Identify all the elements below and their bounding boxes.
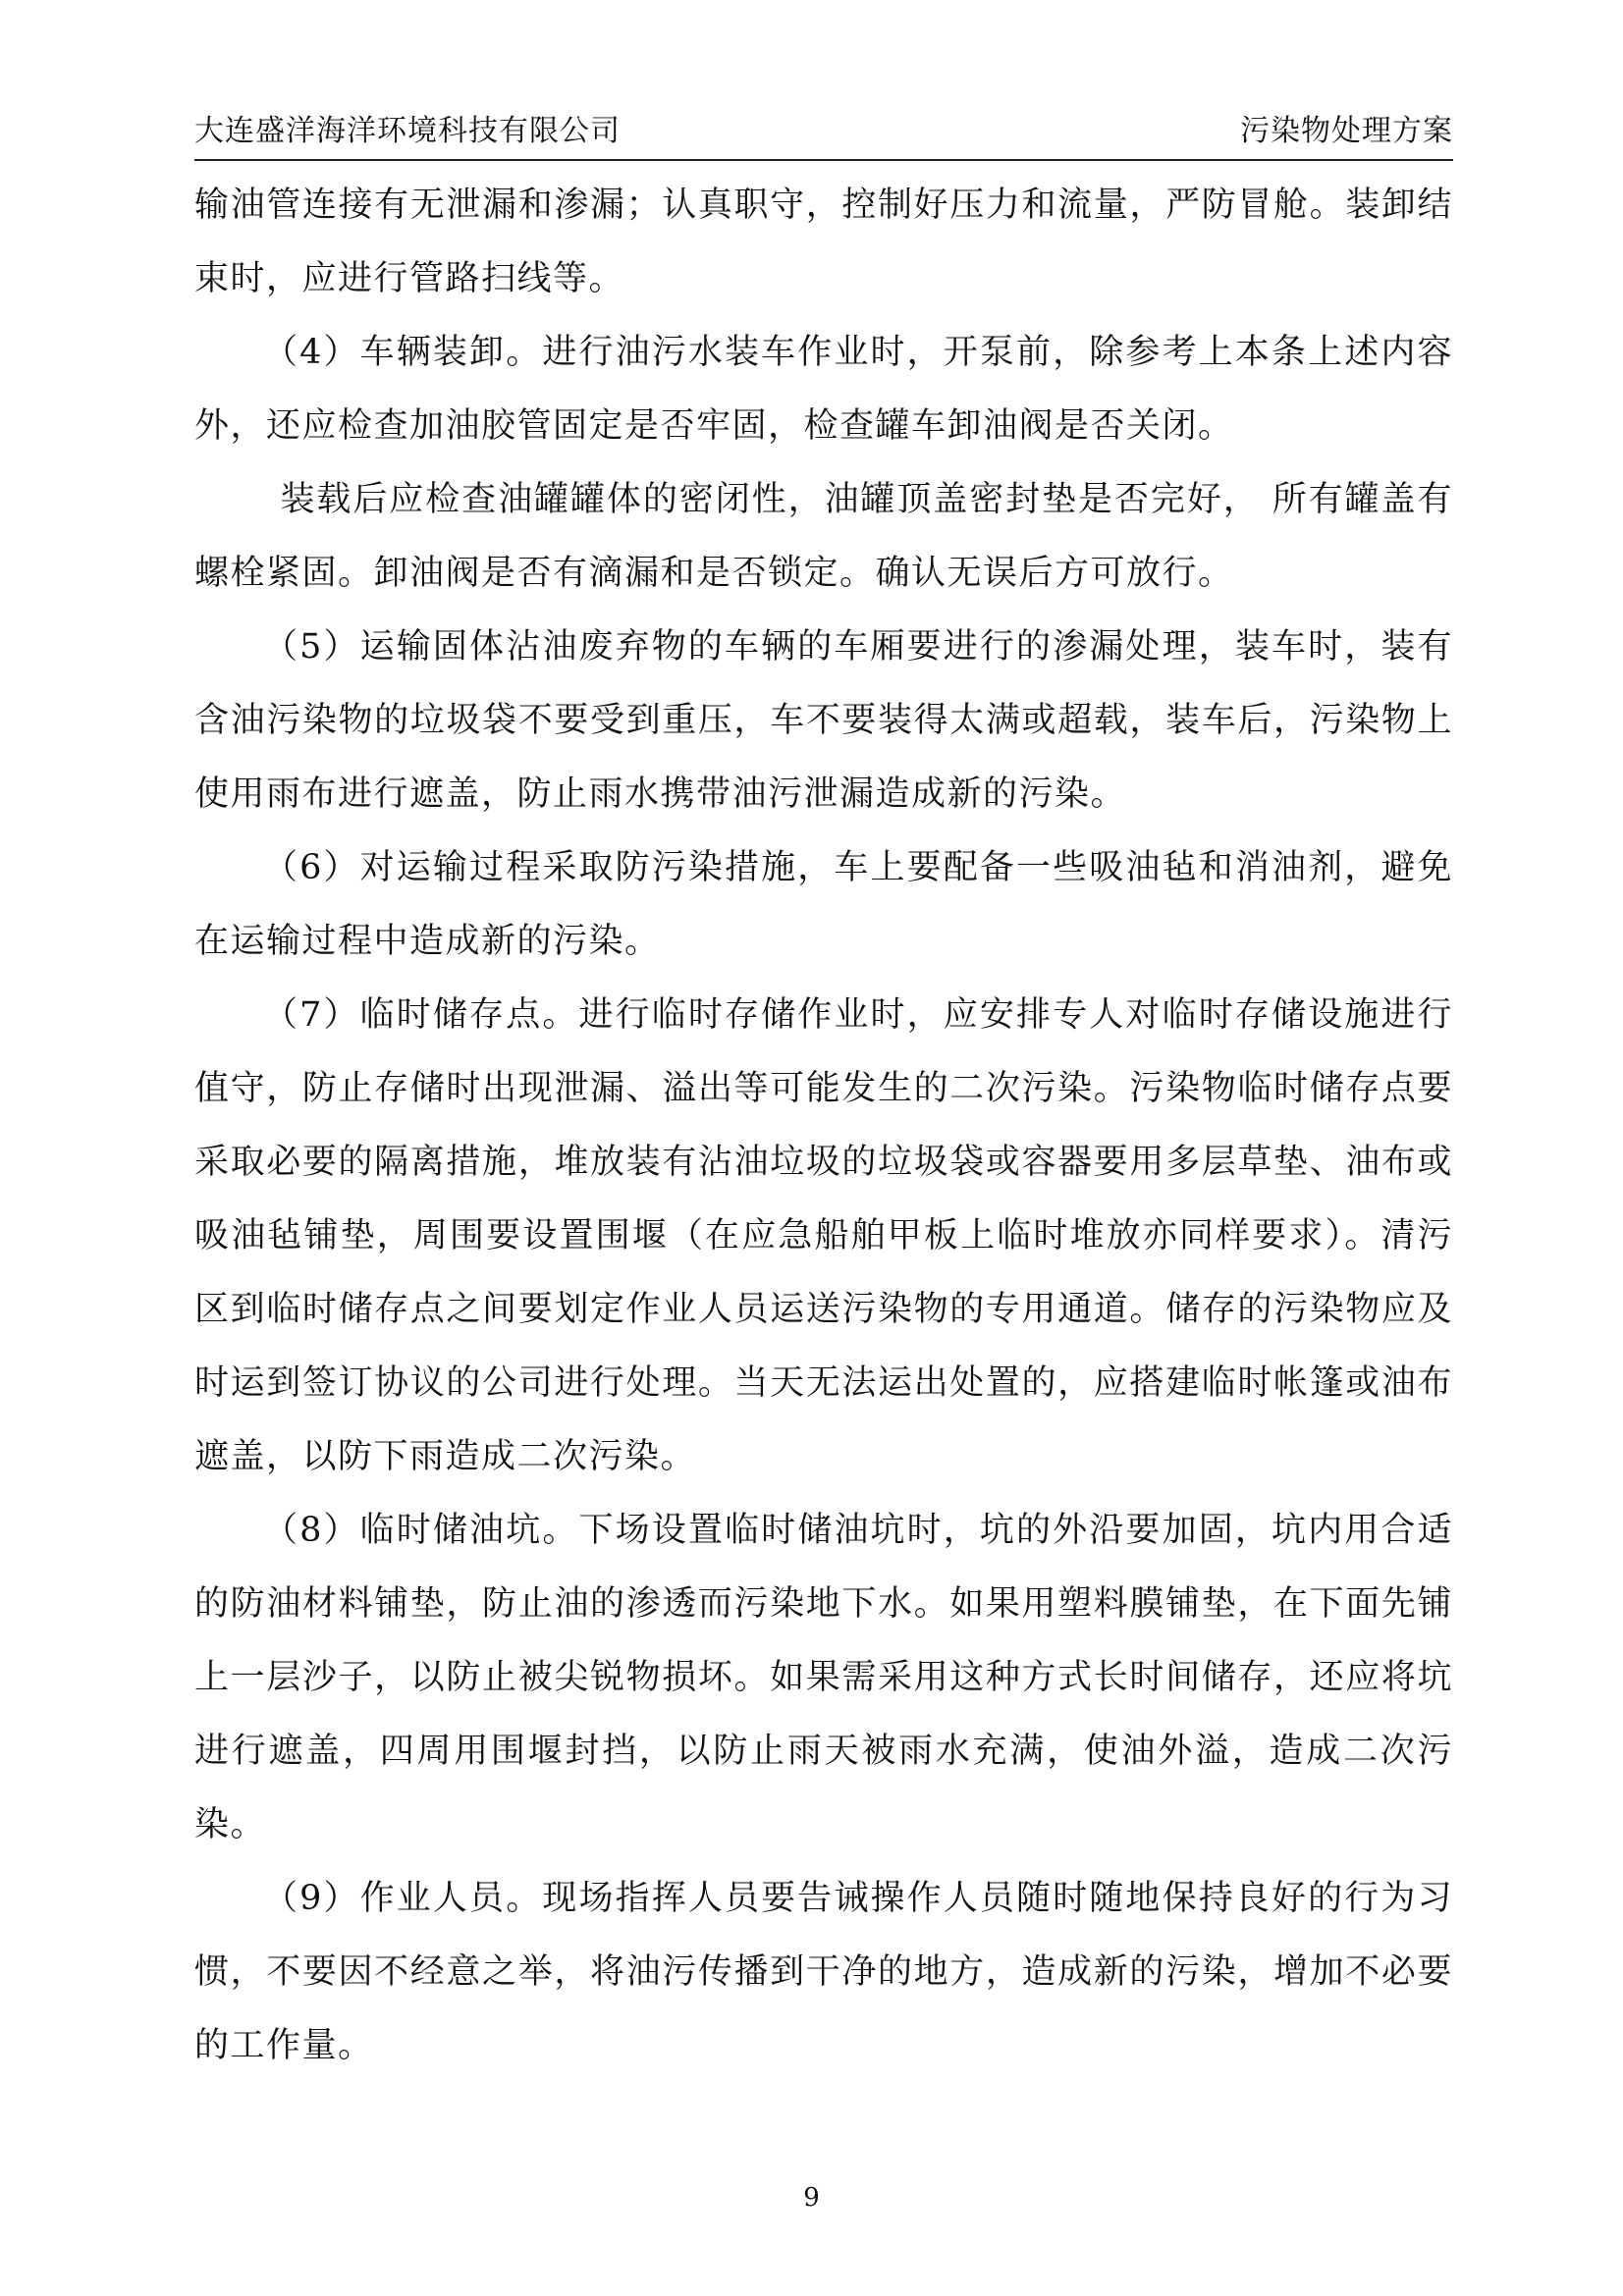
paragraph-item-9: （9）作业人员。现场指挥人员要告诫操作人员随时随地保持良好的行为习惯，不要因不经意之举，将油污传播到干净的地方，造成新的污染，增加不必要的工作量。 [194, 1879, 1453, 2065]
paragraph-loading-check: 装载后应检查油罐罐体的密闭性，油罐顶盖密封垫是否完好， 所有罐盖有螺栓紧固。卸油阀是否有滴漏和是否锁定。确认无误后方可放行。 [194, 480, 1453, 593]
page-header [194, 108, 1453, 161]
paragraph-continuation: 输油管连接有无泄漏和渗漏；认真职守，控制好压力和流量，严防冒舱。装卸结束时，应进行管路扫线等。 [194, 186, 1453, 298]
paragraph-item-7: （7）临时储存点。进行临时存储作业时，应安排专人对临时存储设施进行值守，防止存储时出现泄漏、溢出等可能发生的二次污染。污染物临时储存点要采取必要的隔离措施，堆放装有沾油垃圾的垃圾袋或容器要用多层草垫、油布或吸油毡铺垫，周围要设置围堰（在应急船舶甲板上临时堆放亦同样要求）。清污区到临时储存点之间要划定作业人员运送污染物的专用通道。储存的污染物应及时运到签订协议的公司进行处理。当天无法运出处置的，应搭建临时帐篷或油布遮盖，以防下雨造成二次污染。 [194, 995, 1453, 1476]
paragraph-item-6: （6）对运输过程采取防污染措施，车上要配备一些吸油毡和消油剂，避免在运输过程中造成新的污染。 [194, 848, 1453, 961]
page-number: 9 [803, 2183, 820, 2213]
document-body [194, 169, 1453, 2083]
paragraph-item-4: （4）车辆装卸。进行油污水装车作业时，开泵前，除参考上本条上述内容外，还应检查加油胶管固定是否牢固，检查罐车卸油阀是否关闭。 [194, 333, 1453, 446]
paragraph-item-5: （5）运输固体沾油废弃物的车辆的车厢要进行的渗漏处理，装车时，装有含油污染物的垃圾袋不要受到重压，车不要装得太满或超载，装车后，污染物上使用雨布进行遮盖，防止雨水携带油污泄漏造成新的污染。 [194, 627, 1453, 814]
company-name: 大连盛洋海洋环境科技有限公司 [194, 114, 621, 148]
document-title: 污染物处理方案 [1240, 114, 1453, 148]
paragraph-item-8: （8）临时储油坑。下场设置临时储油坑时，坑的外沿要加固，坑内用合适的防油材料铺垫，防止油的渗透而污染地下水。如果用塑料膜铺垫，在下面先铺上一层沙子，以防止被尖锐物损坏。如果需采用这种方式长时间储存，还应将坑进行遮盖，四周用围堰封挡，以防止雨天被雨水充满，使油外溢，造成二次污染。 [194, 1511, 1453, 1844]
